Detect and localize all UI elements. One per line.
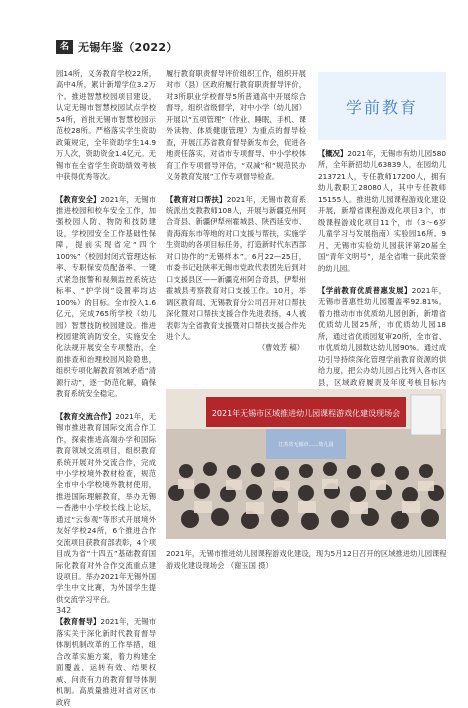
paragraph: 【教育交流合作】2021年，无锡市推进教育国际交流合作工作，探索推进高端办学和国际教育领域交流项目，组织教育系统开展对外交流合作，完成中小学校境外教材检查，规范全市中小学校境外教材使用，推进国际理解教育，举办无锡—香港中小学校长线上论坛，通过“云参观”等形式开展境外友好学校24所，6个推进合作交流项目获教育部表彰，4个项目成为省“十四五”基础教育国际化教育对外合作交流重点建设项目。举办2021年无锡外国学生中文比赛，为外国学生提供交流学习平台。 xyxy=(56,411,156,604)
photo-banner-text: 2021年无锡市区域推进幼儿园课程游戏化建设现场会 xyxy=(211,409,401,418)
photo-caption xyxy=(166,548,448,572)
photo-illustration xyxy=(166,389,446,539)
section-banner xyxy=(318,72,446,140)
section-tag: 【教育交流合作】 xyxy=(56,411,116,421)
section-tag: 【教育安全】 xyxy=(56,194,101,204)
paragraph: 履行教育职责督导评价组织工作，组织开展对市（县）区政府履行教育职责督导评价，对3所职业学校督导5所普通高中开展综合督导，组织省级督学，对中小学（幼儿园）开展以“五项管理”（作业、睡眠、手机、课外读物、体质健康管理）为重点的督导检查，开展江苏省教育督导新发布会，促进各地责任落实，对省市专项督导、中小学校体育工作专项督导评估，“双减”和“规范民办义务教育发展”工作专项督导检查。 xyxy=(166,69,306,182)
yearbook-logo: 名镜 xyxy=(56,40,73,54)
page-number: 342 xyxy=(56,606,72,615)
section-title: 学前教育 xyxy=(345,97,418,117)
section-tag: 【教育对口帮扶】 xyxy=(166,194,227,204)
book-title: 无锡年鉴（2022） xyxy=(78,41,178,54)
section-tag: 【教育督导】 xyxy=(56,617,101,627)
paragraph: 【概况】2021年，无锡市有幼儿园580所，全年新招幼儿63839人，在园幼儿213721人，专任教师17200人，拥有幼儿教职工28080人，其中专任教师15155人。推进幼儿园课程游戏化建设开展，新增省课程游戏化项目3个，市级课程游戏化项目11个，市（3～6岁儿童学习与发展指南）实验园16所。9月，无锡市实验幼儿园获评第20届全国“青年文明号”，是全省唯一获此荣誉的幼儿园。 xyxy=(318,149,447,273)
paragraph: 【教育督导】2021年，无锡市落实关于深化新时代教育督导体制机制改革的工作举措，组合改革实施方案，着力构建全面覆盖、运转有效、结果权威、问责有力的教育督导体制机制。高质量推进对省对区市政府 xyxy=(56,617,157,707)
text-column-3 xyxy=(318,148,447,387)
photo-credit: （谢玉国 摄） xyxy=(226,561,273,570)
conference-photo xyxy=(166,389,446,539)
paragraph: 【学前教育优质普惠发展】2021年，无锡市普惠性幼儿园覆盖率92.81%。着力推动市市优质幼儿园创新，新增省优质幼儿园25所，市优质幼儿园18所，通过省优质园复审20所，全市省、市优质幼儿园数达幼儿园90%。通过成功引导持续深化管理学前教育资源的供给力度，把公办幼儿园占比列入各市区县，区域政府履责及年度考核目标内 xyxy=(318,285,446,387)
photo-screen-text: 江苏省无锡市……幼儿园 xyxy=(278,442,334,448)
source-credit: （曹效芳 稿） xyxy=(257,343,304,353)
page-header xyxy=(0,0,468,66)
paragraph: 【教育安全】2021年，无锡市推进校园和校车安全工作，加强校园人防、物防和技防建设，学校园安全工作基础性保障，提前实现省定“四个100%”（校园封闭式管理达标率、专职保安员配备率、一键式紧急报警和视频监控系统达标率、“护学岗”设置率均达100%）的目标。全市投入1.6亿元，完成765所学校（幼儿园）智慧技防校园建设。推进校园建筑消防安全，实施安全化法规开展安全专项整治，全面排查和治理校园风险隐患，组织专项化解教育领域矛盾“清源行动”，逐一防范化解，确保教育系统安全稳定。 xyxy=(56,194,157,399)
paragraph: 【教育对口帮扶】2021年，无锡市教育系统派出支教教师108人，开展与新疆克州阿合奇县、新疆伊犁州霍城县、陕西延安市、青海海东市等地的对口支援与帮扶，实施学生资助的各项目标任务，打造新时代东西部对口协作的“无锡样本”。6月22—25日，市委书记赴陕率无锡市党政代表团先后到对口支援县区——新疆克州阿合奇县，伊犁州霍城县考察教育对口支援工作。10月，举调区教育局、无锡教育分公司召开对口帮扶深化暨对口帮扶支援合作先进表扬，4人被表彰为全省教育支援暨对口帮扶支援合作先进个人。 xyxy=(166,194,306,341)
caption-text: 2021年，无锡市推进幼儿园课程游戏化建设，现为5月12日召开的区域推进幼儿园课程游戏化建设现场会 xyxy=(166,549,447,570)
section-tag: 【概况】 xyxy=(318,149,348,158)
text-column-2 xyxy=(166,68,306,386)
paragraph: 园14所，义务教育学校22所，高中4所，累计新增学位3.2万个。推进智慧校园项目建设，认定无锡市智慧校园试点学校54所，首批无锡市智慧校园示范校28所。严格落实学生资助政策规定，全年资助学生14.9万人次，资助资金1.4亿元。无锡市在全省学生资助绩效考核中获得优秀等次。 xyxy=(56,69,156,182)
section-tag: 【学前教育优质普惠发展】 xyxy=(318,285,412,295)
